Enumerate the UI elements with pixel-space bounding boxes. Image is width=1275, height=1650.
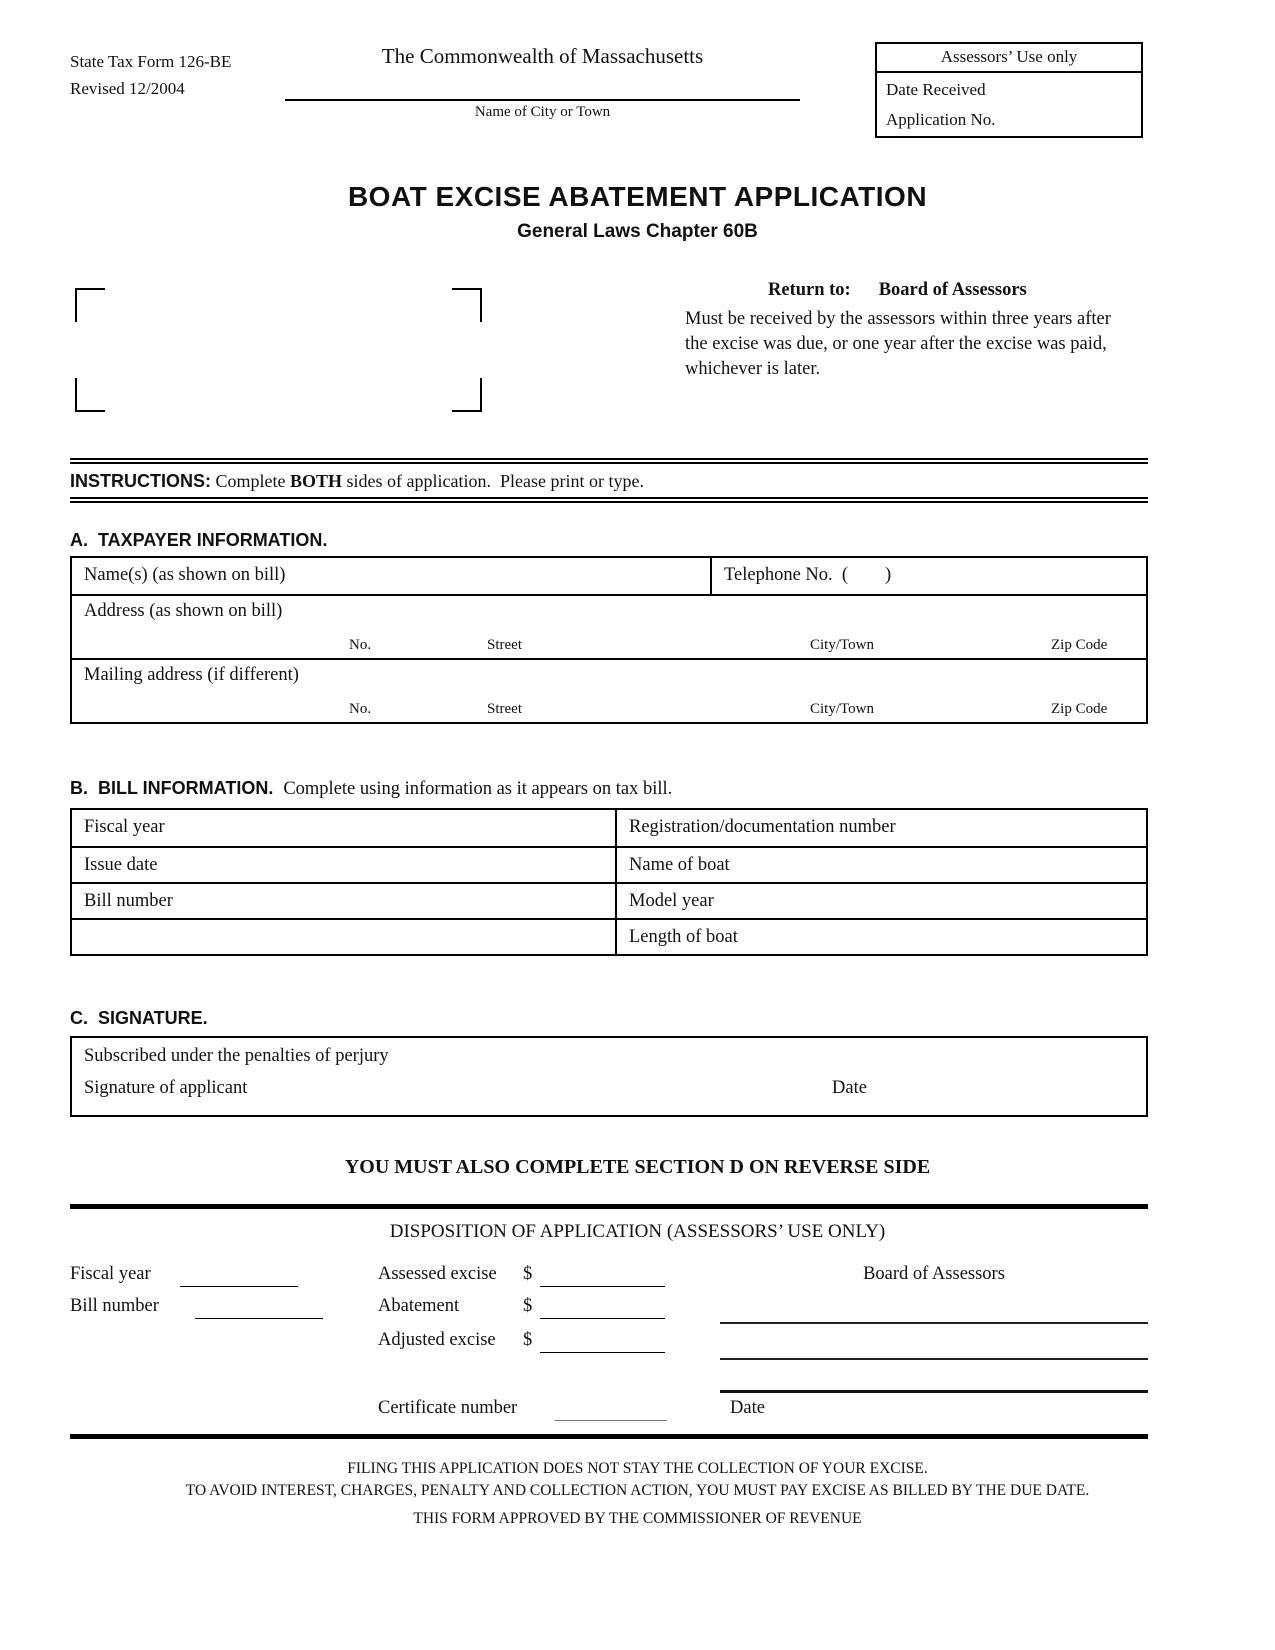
disposition-row-2	[0, 1296, 1275, 1322]
disposition-row-1	[0, 1264, 1275, 1290]
section-b-heading: B. BILL INFORMATION.	[70, 778, 274, 798]
disp-bill-number-blank[interactable]	[195, 1296, 323, 1319]
application-no-field[interactable]	[877, 103, 1141, 133]
reverse-side-note: YOU MUST ALSO COMPLETE SECTION D ON REVERSE SIDE	[344, 1156, 931, 1178]
city-town-input-line[interactable]	[285, 99, 800, 101]
model-year-field[interactable]	[617, 884, 1146, 918]
issue-date-field[interactable]	[72, 848, 617, 882]
footer-approval-note: THIS FORM APPROVED BY THE COMMISSIONER OF REVENUE	[413, 1510, 862, 1527]
address-zip-sublabel: Zip Code	[1051, 637, 1108, 653]
certificate-number-blank[interactable]	[555, 1398, 667, 1421]
instructions-bold-word: BOTH	[290, 471, 343, 491]
return-deadline-note: Must be received by the assessors within three years after the excise was due, or one year after the excise was paid, whichever is later.	[685, 309, 1111, 379]
date-received-field[interactable]	[877, 73, 1141, 103]
divider-rule	[70, 497, 1148, 503]
signature-area[interactable]	[72, 1078, 1146, 1099]
address-city-sublabel: City/Town	[810, 637, 874, 653]
name-label: Name(s) (as shown on bill)	[84, 565, 286, 585]
return-to-label: Return to:	[768, 280, 851, 300]
disp-adjusted-excise-blank[interactable]	[540, 1330, 665, 1353]
disp-fiscal-year-blank[interactable]	[180, 1264, 298, 1287]
assessor-signature-line-1[interactable]	[720, 1322, 1148, 1324]
boat-length-label: Length of boat	[629, 927, 738, 947]
signature-date-label: Date	[832, 1078, 867, 1098]
disp-assessed-excise-label: Assessed excise	[378, 1264, 497, 1284]
disp-abatement-label: Abatement	[378, 1296, 460, 1316]
disp-bill-number-label: Bill number	[70, 1296, 159, 1316]
fiscal-year-label: Fiscal year	[84, 817, 165, 837]
footer-notice-1: FILING THIS APPLICATION DOES NOT STAY THE COLLECTION OF YOUR EXCISE.	[347, 1460, 928, 1477]
address-window-bracket-top-right	[452, 288, 482, 322]
mailing-address-field[interactable]	[72, 658, 1146, 722]
mailing-address-label: Mailing address (if different)	[84, 665, 299, 685]
page-title: BOAT EXCISE ABATEMENT APPLICATION	[347, 181, 928, 212]
issue-date-label: Issue date	[84, 855, 158, 875]
fiscal-year-field[interactable]	[72, 810, 617, 846]
section-b-note: Complete using information as it appears on tax bill.	[283, 779, 673, 799]
name-field[interactable]	[72, 558, 712, 594]
address-window-bracket-top-left	[75, 288, 105, 322]
perjury-statement: Subscribed under the penalties of perjury	[84, 1046, 389, 1066]
disp-assessed-excise-blank[interactable]	[540, 1264, 665, 1287]
address-street-sublabel: Street	[487, 637, 522, 653]
signature-label: Signature of applicant	[84, 1078, 248, 1098]
abatement-dollar-sign: $	[523, 1296, 533, 1316]
assessors-use-box	[875, 42, 1143, 138]
board-of-assessors-label: Board of Assessors	[863, 1264, 1005, 1284]
address-window-bracket-bottom-right	[452, 378, 482, 412]
form-number: State Tax Form 126-BE	[70, 52, 232, 71]
registration-number-label: Registration/documentation number	[629, 817, 896, 837]
address-window-bracket-bottom-left	[75, 378, 105, 412]
disposition-row-3	[0, 1330, 1275, 1356]
empty-field[interactable]	[72, 920, 617, 954]
bill-info-table	[70, 808, 1148, 956]
address-label: Address (as shown on bill)	[84, 601, 283, 621]
mailing-zip-sublabel: Zip Code	[1051, 701, 1108, 717]
disp-adjusted-excise-label: Adjusted excise	[378, 1330, 496, 1350]
assessed-dollar-sign: $	[523, 1264, 533, 1284]
date-received-label: Date Received	[886, 80, 986, 99]
registration-number-field[interactable]	[617, 810, 1146, 846]
boat-name-field[interactable]	[617, 848, 1146, 882]
assessor-signature-line-2[interactable]	[720, 1358, 1148, 1360]
form-identification	[70, 48, 231, 102]
return-to-block	[685, 280, 1117, 382]
footer-notice-2: TO AVOID INTEREST, CHARGES, PENALTY AND COLLECTION ACTION, YOU MUST PAY EXCISE AS BILLED BY THE DUE DATE.	[185, 1482, 1090, 1499]
telephone-field[interactable]	[712, 558, 1146, 594]
disp-fiscal-year-label: Fiscal year	[70, 1264, 151, 1284]
city-town-label: Name of City or Town	[474, 104, 611, 120]
page-subtitle: General Laws Chapter 60B	[517, 221, 758, 242]
taxpayer-info-table	[70, 556, 1148, 724]
telephone-label: Telephone No. ( )	[724, 565, 892, 585]
disposition-heading: DISPOSITION OF APPLICATION (ASSESSORS’ USE ONLY)	[389, 1221, 886, 1242]
assessors-use-title: Assessors’ Use only	[877, 44, 1141, 73]
instructions-label: INSTRUCTIONS:	[70, 471, 211, 491]
commonwealth-title: The Commonwealth of Massachusetts	[381, 44, 704, 68]
boat-length-field[interactable]	[617, 920, 1146, 954]
certificate-row	[0, 1398, 1275, 1424]
instructions-text-cont: sides of application. Please print or type.	[342, 471, 644, 491]
assessor-signature-line-3[interactable]	[720, 1390, 1148, 1393]
bill-number-field[interactable]	[72, 884, 617, 918]
adjusted-dollar-sign: $	[523, 1330, 533, 1350]
footer-divider-rule	[70, 1434, 1148, 1439]
section-b-heading-row	[70, 778, 672, 800]
address-no-sublabel: No.	[349, 637, 372, 653]
instructions-text: Complete	[211, 471, 290, 491]
mailing-no-sublabel: No.	[349, 701, 372, 717]
boat-name-label: Name of boat	[629, 855, 730, 875]
application-no-label: Application No.	[886, 110, 996, 129]
divider-rule	[70, 458, 1148, 464]
mailing-city-sublabel: City/Town	[810, 701, 874, 717]
return-to-value: Board of Assessors	[878, 280, 1027, 300]
instructions-line	[70, 471, 1150, 492]
mailing-street-sublabel: Street	[487, 701, 522, 717]
disp-abatement-blank[interactable]	[540, 1296, 665, 1319]
section-divider-rule	[70, 1204, 1148, 1209]
certificate-number-label: Certificate number	[378, 1398, 518, 1418]
signature-box	[70, 1036, 1148, 1117]
disposition-date-label: Date	[730, 1398, 765, 1418]
section-c-heading: C. SIGNATURE.	[70, 1008, 208, 1028]
address-field[interactable]	[72, 594, 1146, 658]
section-a-heading: A. TAXPAYER INFORMATION.	[70, 530, 328, 550]
form-revision-date: Revised 12/2004	[70, 79, 185, 98]
bill-number-label: Bill number	[84, 891, 173, 911]
model-year-label: Model year	[629, 891, 714, 911]
